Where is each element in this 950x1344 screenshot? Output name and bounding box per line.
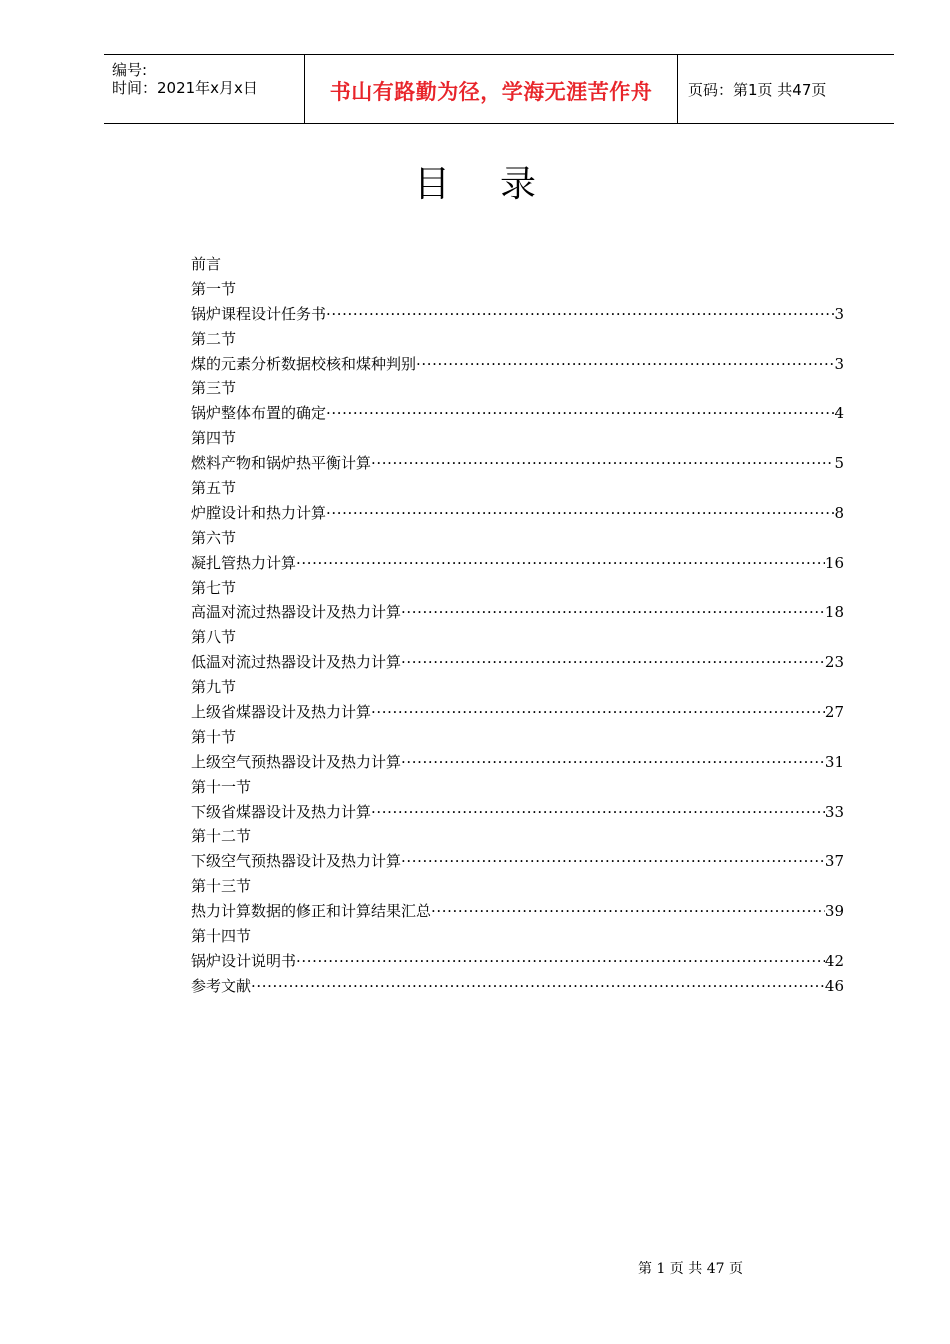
toc-item — [191, 302, 844, 327]
toc-section-heading: 第四节 — [191, 429, 237, 448]
toc-leader-dots — [326, 401, 834, 426]
toc-item-page: 5 — [834, 454, 844, 473]
toc-item — [191, 974, 844, 999]
toc-item-page: 16 — [824, 553, 844, 572]
toc-section-heading: 第八节 — [191, 628, 237, 647]
page-footer: 第 1 页 共 47 页 — [638, 1261, 743, 1277]
toc-leader-dots — [326, 302, 834, 327]
toc-item — [191, 700, 844, 725]
toc-section-heading: 第九节 — [191, 678, 237, 697]
table-of-contents — [191, 252, 844, 999]
toc-item-title: 锅炉课程设计任务书 — [191, 304, 327, 323]
toc-section-heading: 第十二节 — [191, 827, 252, 846]
toc-item — [191, 600, 844, 625]
toc-item — [191, 352, 844, 377]
toc-item-page: 37 — [824, 852, 844, 871]
header-page-cell — [678, 55, 894, 123]
toc-section-heading: 第十三节 — [191, 877, 252, 896]
page-header — [104, 54, 894, 124]
toc-leader-dots — [371, 451, 834, 476]
toc-item — [191, 949, 844, 974]
toc-section-heading: 第三节 — [191, 379, 237, 398]
toc-leader-dots — [416, 352, 834, 377]
header-info-cell — [104, 55, 305, 123]
toc-leader-dots — [401, 650, 825, 675]
toc-leader-dots — [251, 974, 825, 999]
toc-leader-dots — [371, 700, 825, 725]
toc-section-heading: 第五节 — [191, 479, 237, 498]
toc-item-page: 42 — [824, 951, 844, 970]
toc-item-title: 炉膛设计和热力计算 — [191, 503, 327, 522]
toc-item-page: 33 — [824, 802, 844, 821]
toc-item-page: 3 — [834, 304, 844, 323]
toc-item-title: 下级省煤器设计及热力计算 — [191, 802, 372, 821]
toc-item — [191, 401, 844, 426]
toc-item-title: 上级省煤器设计及热力计算 — [191, 703, 372, 722]
toc-section-heading: 第一节 — [191, 279, 237, 298]
toc-item — [191, 849, 844, 874]
toc-leader-dots — [326, 501, 834, 526]
toc-item-page: 39 — [824, 902, 844, 921]
toc-item-page: 31 — [824, 752, 844, 771]
toc-item — [191, 501, 844, 526]
toc-leader-dots — [401, 849, 825, 874]
toc-item-title: 热力计算数据的修正和计算结果汇总 — [191, 902, 432, 921]
toc-item-page: 8 — [834, 503, 844, 522]
toc-leader-dots — [371, 800, 825, 825]
toc-item-title: 低温对流过热器设计及热力计算 — [191, 653, 402, 672]
toc-item-page: 3 — [834, 354, 844, 373]
toc-item — [191, 800, 844, 825]
toc-item — [191, 451, 844, 476]
toc-section-heading: 第六节 — [191, 528, 237, 547]
toc-item-title: 参考文献 — [191, 976, 252, 995]
toc-item-page: 27 — [824, 703, 844, 722]
toc-section-heading: 前言 — [191, 255, 222, 273]
toc-item-title: 燃料产物和锅炉热平衡计算 — [191, 454, 372, 473]
serial-label: 编号: — [112, 61, 148, 79]
toc-item-page: 23 — [824, 653, 844, 672]
toc-item-title: 高温对流过热器设计及热力计算 — [191, 603, 402, 622]
time-label: 时间：2021年x月x日 — [112, 79, 258, 97]
toc-leader-dots — [431, 899, 825, 924]
toc-section-heading: 第七节 — [191, 578, 237, 597]
toc-leader-dots — [401, 750, 825, 775]
toc-item-title: 上级空气预热器设计及热力计算 — [191, 752, 402, 771]
toc-item-page: 46 — [824, 976, 844, 995]
toc-leader-dots — [296, 949, 825, 974]
toc-item-title: 锅炉设计说明书 — [191, 951, 297, 970]
toc-item — [191, 750, 844, 775]
toc-section-heading: 第十一节 — [191, 777, 252, 796]
toc-item-title: 凝扎管热力计算 — [191, 553, 297, 572]
page-indicator: 页码：第1页 共47页 — [688, 81, 827, 99]
toc-item-title: 下级空气预热器设计及热力计算 — [191, 852, 402, 871]
toc-item — [191, 551, 844, 576]
toc-item — [191, 899, 844, 924]
toc-section-heading: 第十四节 — [191, 927, 252, 946]
toc-section-heading: 第十节 — [191, 727, 237, 746]
toc-leader-dots — [401, 600, 825, 625]
header-motto-cell — [305, 55, 678, 123]
toc-section-heading: 第二节 — [191, 329, 237, 348]
toc-item-page: 4 — [834, 404, 844, 423]
motto-text: 书山有路勤为径，学海无涯苦作舟 — [329, 80, 653, 104]
toc-item-title: 煤的元素分析数据校核和煤种判别 — [191, 354, 417, 373]
toc-item-title: 锅炉整体布置的确定 — [191, 404, 327, 423]
toc-item — [191, 650, 844, 675]
page-title: 目录 — [413, 164, 586, 205]
toc-item-page: 18 — [824, 603, 844, 622]
toc-leader-dots — [296, 551, 825, 576]
